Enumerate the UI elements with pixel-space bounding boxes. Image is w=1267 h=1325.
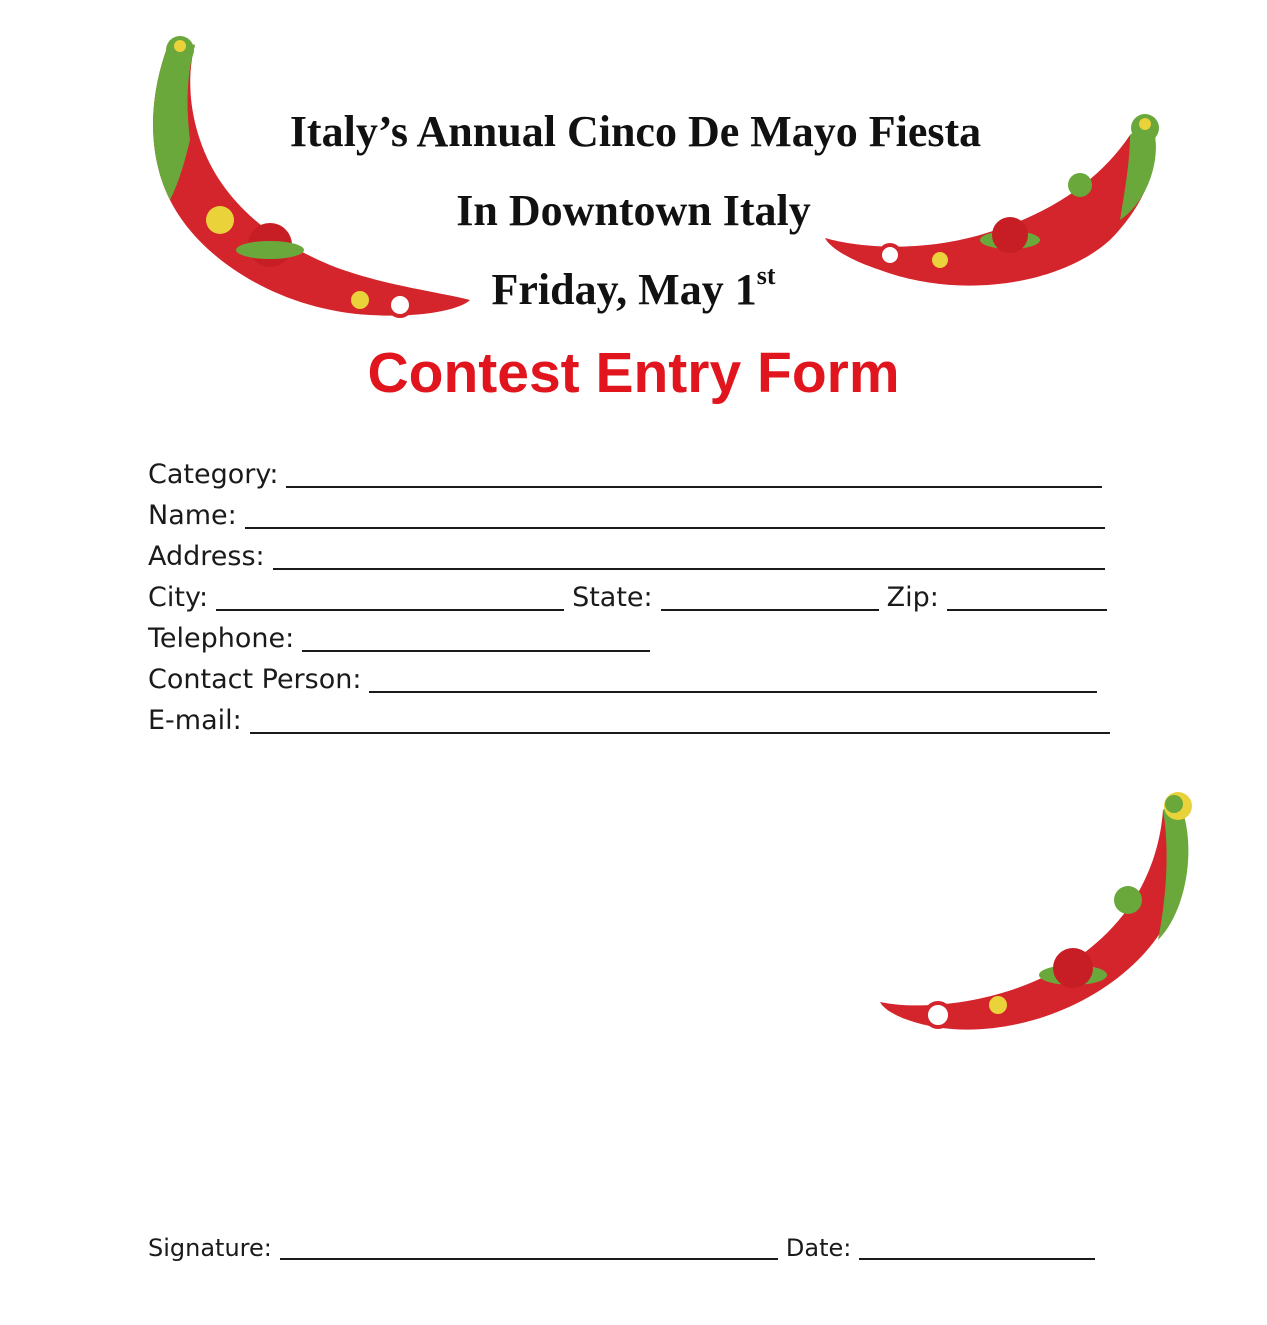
email-field[interactable] xyxy=(250,732,1110,734)
pepper-bottom-icon xyxy=(878,790,1198,1050)
event-date-main: Friday, May 1 xyxy=(491,265,757,314)
date-label: Date: xyxy=(785,1234,852,1262)
name-field[interactable] xyxy=(245,527,1105,529)
telephone-label: Telephone: xyxy=(148,623,295,654)
contact-person-row xyxy=(148,659,1105,695)
zip-label: Zip: xyxy=(886,582,939,613)
event-date-suffix: st xyxy=(756,261,776,290)
form-title: Contest Entry Form xyxy=(367,341,900,405)
city-field[interactable] xyxy=(216,609,564,611)
signature-row xyxy=(148,1226,1103,1262)
signature-label: Signature: xyxy=(148,1234,272,1262)
address-label: Address: xyxy=(148,541,265,572)
event-location: In Downtown Italy xyxy=(456,186,811,235)
name-label: Name: xyxy=(148,500,237,531)
category-label: Category: xyxy=(148,459,279,490)
email-label: E-mail: xyxy=(148,705,242,736)
signature-field[interactable] xyxy=(280,1258,778,1260)
event-title: Italy’s Annual Cinco De Mayo Fiesta xyxy=(289,107,982,156)
telephone-row xyxy=(148,618,658,654)
date-field[interactable] xyxy=(859,1258,1095,1260)
category-row xyxy=(148,454,1110,490)
event-date xyxy=(0,261,1267,314)
name-row xyxy=(148,495,1113,531)
contact-person-label: Contact Person: xyxy=(148,664,362,695)
email-row xyxy=(148,700,1118,736)
address-row xyxy=(148,536,1113,572)
contact-person-field[interactable] xyxy=(369,691,1097,693)
category-field[interactable] xyxy=(286,486,1102,488)
address-field[interactable] xyxy=(273,568,1105,570)
state-label: State: xyxy=(572,582,653,613)
telephone-field[interactable] xyxy=(302,650,650,652)
city-label: City: xyxy=(148,582,209,613)
zip-field[interactable] xyxy=(947,609,1107,611)
state-field[interactable] xyxy=(661,609,879,611)
city-row xyxy=(148,577,1115,613)
